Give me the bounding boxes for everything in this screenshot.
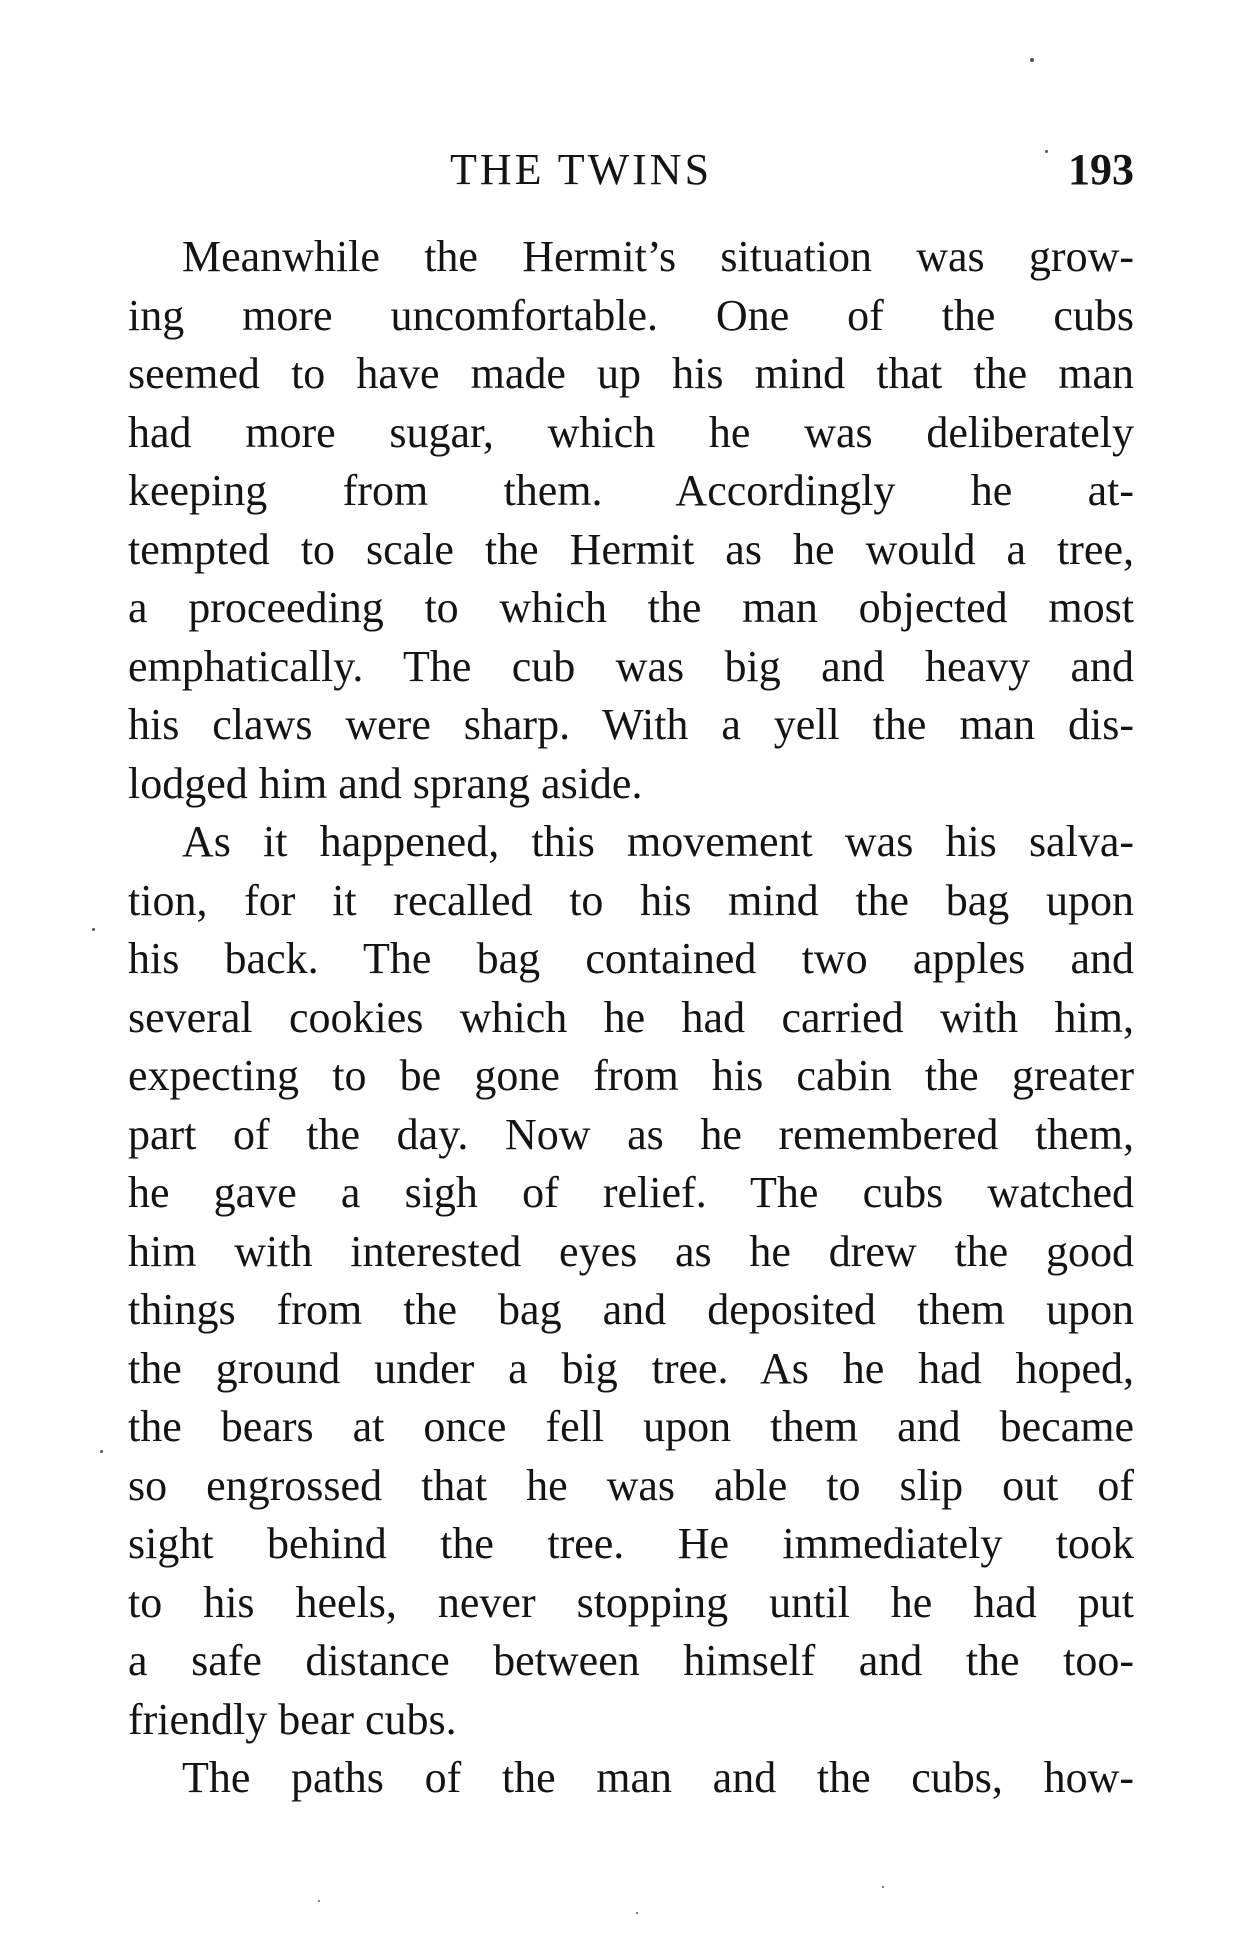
running-title: THE TWINS: [450, 145, 713, 194]
page-number: 193: [1068, 145, 1134, 194]
text-line: ing more uncomfortable. One of the cubs: [128, 290, 1134, 340]
text-line: sight behind the tree. He immediately took: [128, 1519, 1134, 1568]
scan-speck: [1030, 58, 1034, 62]
text-line: Meanwhile the Hermit’s situation was grow-: [182, 232, 1134, 281]
scan-speck: [100, 1450, 103, 1453]
text-line: expecting to be gone from his cabin the greater: [128, 1051, 1134, 1100]
running-head: [128, 140, 1134, 200]
text-line: his claws were sharp. With a yell the man dis-: [128, 700, 1134, 749]
text-line: tion, for it recalled to his mind the bag upon: [128, 875, 1134, 925]
text-line: he gave a sigh of relief. The cubs watched: [128, 1168, 1134, 1217]
text-line: things from the bag and deposited them upon: [128, 1285, 1134, 1334]
body-text: [128, 228, 1134, 1808]
text-line: to his heels, never stopping until he had put: [128, 1577, 1134, 1627]
text-line: the ground under a big tree. As he had hoped,: [128, 1343, 1134, 1393]
text-line: emphatically. The cub was big and heavy and: [128, 641, 1134, 691]
text-line: part of the day. Now as he remembered them,: [128, 1109, 1134, 1159]
text-line: his back. The bag contained two apples and: [128, 934, 1134, 983]
text-line: As it happened, this movement was his salva-: [182, 817, 1134, 866]
scan-speck: [882, 1886, 884, 1888]
text-line: tempted to scale the Hermit as he would a tree,: [128, 524, 1134, 574]
scan-speck: [1045, 150, 1048, 153]
text-line: friendly bear cubs.: [128, 1694, 457, 1744]
text-line: him with interested eyes as he drew the good: [128, 1226, 1134, 1276]
scan-speck: [92, 928, 95, 931]
text-line: seemed to have made up his mind that the man: [128, 349, 1134, 398]
text-line: so engrossed that he was able to slip out of: [128, 1460, 1134, 1510]
text-line: lodged him and sprang aside.: [128, 758, 643, 808]
scan-speck: [636, 1912, 638, 1914]
text-line: The paths of the man and the cubs, how-: [182, 1753, 1134, 1802]
text-line: had more sugar, which he was deliberately: [128, 407, 1134, 457]
text-line: keeping from them. Accordingly he at-: [128, 466, 1134, 515]
text-line: the bears at once fell upon them and became: [128, 1402, 1134, 1451]
text-line: several cookies which he had carried with him,: [128, 992, 1134, 1042]
text-line: a safe distance between himself and the too-: [128, 1636, 1134, 1685]
scan-speck: [318, 1900, 320, 1902]
text-line: a proceeding to which the man objected most: [128, 583, 1134, 632]
